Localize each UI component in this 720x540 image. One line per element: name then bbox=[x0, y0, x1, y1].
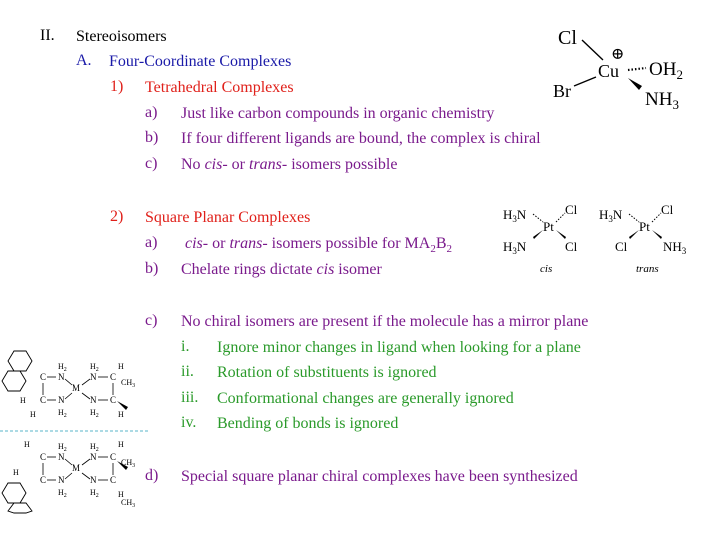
svg-text:N: N bbox=[90, 452, 97, 462]
point-carbon-compounds: Just like carbon compounds in organic chemistry bbox=[181, 105, 495, 122]
marker-sq-a: a) bbox=[145, 234, 158, 251]
subpoint-conformational-ignored: Conformational changes are generally ignored bbox=[217, 390, 514, 407]
point-special-chiral: Special square planar chiral complexes have been synthesized bbox=[181, 468, 578, 485]
cu-nh3-wedge-bond bbox=[628, 78, 642, 90]
svg-text:CH3: $CH_3$ bbox=[121, 378, 136, 389]
heading-stereoisomers: Stereoisomers bbox=[76, 28, 167, 45]
cis-nh3-top: $H_3N$ bbox=[503, 207, 527, 224]
cu-oh2-hashed-bond bbox=[628, 68, 646, 70]
svg-text:C: C bbox=[40, 452, 47, 462]
cl-label: Cl bbox=[558, 27, 577, 49]
svg-text:C: C bbox=[110, 395, 117, 405]
svg-text:N: N bbox=[58, 372, 65, 382]
svg-text:H: H bbox=[13, 468, 19, 477]
heading-tetrahedral: Tetrahedral Complexes bbox=[145, 79, 294, 96]
cis-caption: cis bbox=[540, 263, 553, 275]
marker-iv: iv. bbox=[181, 414, 197, 431]
marker-i: i. bbox=[181, 338, 190, 355]
svg-text:H: H bbox=[20, 396, 26, 405]
charge-symbol: ⊕ bbox=[611, 46, 625, 63]
marker-ii-sub: ii. bbox=[181, 363, 194, 380]
svg-text:H2: $H_2$ bbox=[90, 442, 99, 453]
svg-text:H2: $H_2$ bbox=[58, 442, 67, 453]
svg-text:H: H bbox=[118, 410, 124, 419]
marker-ii: II. bbox=[40, 27, 55, 44]
marker-tet-b: b) bbox=[145, 129, 159, 146]
trans-cl-top: Cl bbox=[661, 202, 674, 217]
point-chiral-four-ligands: If four different ligands are bound, the complex is chiral bbox=[181, 130, 541, 147]
svg-text:H: H bbox=[118, 490, 124, 499]
svg-text:C: C bbox=[110, 452, 117, 462]
svg-text:C: C bbox=[40, 372, 47, 382]
cis-isomer bbox=[503, 202, 578, 275]
chelate-upper bbox=[2, 351, 135, 419]
svg-text:H2: $H_2$ bbox=[90, 362, 99, 373]
svg-text:H2: $H_2$ bbox=[58, 408, 67, 419]
trans-isomer bbox=[599, 202, 687, 275]
chelate-lower bbox=[2, 440, 135, 513]
point-chelate-rings: Chelate rings dictate cis isomer bbox=[181, 261, 382, 278]
svg-text:N: N bbox=[58, 475, 65, 485]
marker-sq-d: d) bbox=[145, 467, 159, 484]
svg-text:H: H bbox=[30, 410, 36, 419]
svg-text:CH3: $CH_3$ bbox=[121, 498, 136, 509]
svg-text:M: M bbox=[72, 463, 81, 473]
svg-text:C: C bbox=[110, 372, 117, 382]
oh2-label: $OH_2$ bbox=[649, 59, 683, 82]
svg-text:H: H bbox=[24, 440, 30, 449]
subpoint-bending-ignored: Bending of bonds is ignored bbox=[217, 415, 399, 432]
point-cis-trans-ma2b2: cis- or trans- isomers possible for $MA_2B_2$ bbox=[185, 235, 452, 256]
trans-nh3-top: $H_3N$ bbox=[599, 207, 623, 224]
cis-cl-top: Cl bbox=[565, 202, 578, 217]
cis-pt-label: Pt bbox=[543, 219, 554, 234]
square-planar-pt-structures bbox=[503, 200, 708, 280]
svg-text:N: N bbox=[58, 395, 65, 405]
br-label: Br bbox=[553, 81, 571, 101]
cis-nh3-bottom: $H_3N$ bbox=[503, 239, 527, 256]
marker-sq-b: b) bbox=[145, 260, 159, 277]
svg-text:CH3: $CH_3$ bbox=[121, 458, 136, 469]
subpoint-ignore-ligand-changes: Ignore minor changes in ligand when looking for a plane bbox=[217, 339, 581, 356]
marker-1: 1) bbox=[110, 78, 124, 95]
svg-text:H: H bbox=[118, 440, 124, 449]
marker-a: A. bbox=[76, 52, 92, 69]
cu-label: Cu bbox=[598, 61, 620, 81]
cu-br-bond bbox=[574, 77, 596, 86]
chiral-chelate-structures bbox=[0, 343, 150, 513]
nh3-label: $NH_3$ bbox=[645, 89, 679, 112]
marker-tet-c: c) bbox=[145, 155, 158, 172]
svg-text:C: C bbox=[40, 475, 47, 485]
marker-2: 2) bbox=[110, 208, 124, 225]
svg-text:N: N bbox=[90, 372, 97, 382]
marker-sq-c: c) bbox=[145, 312, 158, 329]
tetrahedral-cu-structure bbox=[548, 22, 718, 122]
svg-text:N: N bbox=[90, 395, 97, 405]
marker-tet-a: a) bbox=[145, 104, 158, 121]
svg-text:N: N bbox=[90, 475, 97, 485]
heading-four-coordinate: Four-Coordinate Complexes bbox=[109, 53, 292, 70]
cu-cl-bond bbox=[582, 40, 603, 60]
svg-text:H2: $H_2$ bbox=[90, 408, 99, 419]
trans-nh3-bottom: $NH_3$ bbox=[663, 239, 687, 256]
marker-iii: iii. bbox=[181, 389, 199, 406]
point-no-cis-trans: No cis- or trans- isomers possible bbox=[181, 156, 398, 173]
trans-cl-bottom: Cl bbox=[615, 239, 628, 254]
point-mirror-plane: No chiral isomers are present if the molecule has a mirror plane bbox=[181, 313, 589, 330]
cis-cl-bottom: Cl bbox=[565, 239, 578, 254]
svg-text:H2: $H_2$ bbox=[58, 362, 67, 373]
heading-square-planar: Square Planar Complexes bbox=[145, 209, 311, 226]
subpoint-rotation-ignored: Rotation of substituents is ignored bbox=[217, 364, 437, 381]
trans-pt-label: Pt bbox=[639, 219, 650, 234]
svg-text:C: C bbox=[40, 395, 47, 405]
svg-text:H: H bbox=[118, 362, 124, 371]
svg-text:M: M bbox=[72, 383, 81, 393]
trans-caption: trans bbox=[636, 263, 659, 275]
svg-text:H2: $H_2$ bbox=[58, 488, 67, 499]
svg-text:H2: $H_2$ bbox=[90, 488, 99, 499]
svg-text:C: C bbox=[110, 475, 117, 485]
svg-text:N: N bbox=[58, 452, 65, 462]
